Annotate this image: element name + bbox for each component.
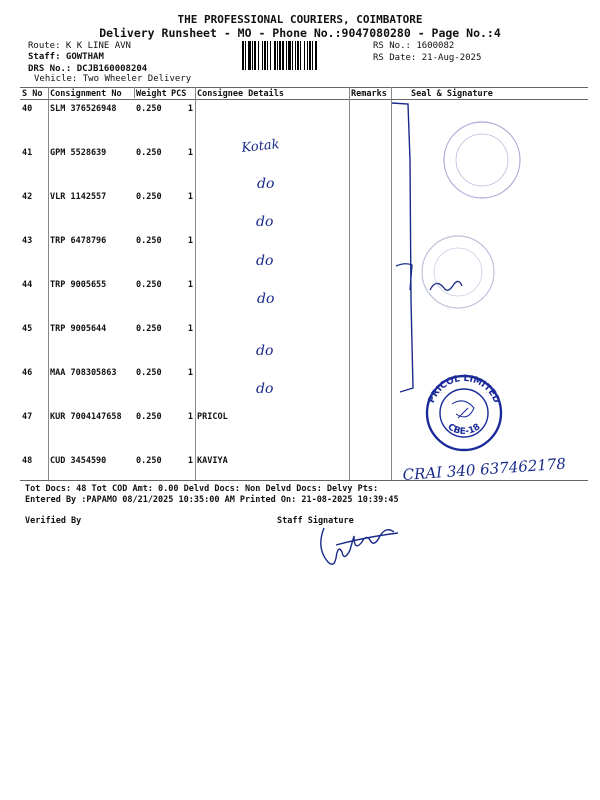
sno-cell: 45 [22, 324, 33, 334]
faded-stamp-ring [456, 134, 508, 186]
consignment-cell: TRP 9005655 [50, 280, 107, 290]
verified-by-label: Verified By [25, 516, 82, 526]
totals-line: Tot Docs: 48 Tot COD Amt: 0.00 Delvd Docs: Non Delvd Docs: Delvy Pts: [25, 484, 379, 494]
pcs-cell: 1 [187, 192, 193, 202]
pcs-cell: 1 [187, 236, 193, 246]
weight-cell: 0.250 [136, 192, 162, 202]
faded-stamp-ring [444, 122, 520, 198]
handwritten-note: CRAI 340 637462178 [402, 454, 567, 484]
col-seal: Seal & Signature [391, 88, 588, 100]
weight-cell: 0.250 [136, 236, 162, 246]
sno-cell: 46 [22, 368, 33, 378]
weight-cell: 0.250 [136, 456, 162, 466]
pcs-cell: 1 [187, 104, 193, 114]
col-weight: Weight [134, 88, 169, 100]
staff-label: Staff: GOWTHAM [28, 52, 104, 62]
consignee-cell: KAVIYA [197, 456, 228, 466]
sno-cell: 48 [22, 456, 33, 466]
scribble-mark [396, 264, 462, 291]
handwritten-ditto: do [256, 343, 274, 359]
drs-label: DRS No.: DCJB160008204 [28, 64, 148, 74]
col-consignment: Consignment No [48, 88, 134, 100]
sno-cell: 47 [22, 412, 33, 422]
faded-stamp-ring [422, 236, 494, 308]
faded-stamp-ring [434, 248, 482, 296]
runsheet-subtitle: Delivery Runsheet - MO - Phone No.:9047080280 - Page No.:4 [99, 26, 501, 40]
vehicle-label: Vehicle: Two Wheeler Delivery [34, 74, 192, 84]
sno-cell: 40 [22, 104, 33, 114]
consignment-cell: TRP 6478796 [50, 236, 107, 246]
sno-cell: 43 [22, 236, 33, 246]
pcs-cell: 1 [187, 368, 193, 378]
pcs-cell: 1 [187, 324, 193, 334]
weight-cell: 0.250 [136, 368, 162, 378]
staff-signature-mark [321, 528, 398, 564]
weight-cell: 0.250 [136, 412, 162, 422]
sno-cell: 44 [22, 280, 33, 290]
bracket-mark [392, 103, 413, 392]
consignment-cell: TRP 9005644 [50, 324, 107, 334]
route-label: Route: K K LINE AVN [28, 41, 131, 51]
weight-cell: 0.250 [136, 280, 162, 290]
col-pcs: PCS [169, 88, 195, 100]
col-consignee: Consignee Details [195, 88, 349, 100]
consignment-cell: SLM 376526948 [50, 104, 117, 114]
sno-cell: 41 [22, 148, 33, 158]
handwritten-ditto: do [256, 253, 274, 269]
handwritten-ditto: do [257, 176, 275, 192]
rs-date: RS Date: 21-Aug-2025 [373, 53, 482, 63]
pcs-cell: 1 [187, 456, 193, 466]
staff-signature-label: Staff Signature [277, 516, 354, 526]
consignment-cell: CUD 3454590 [50, 456, 107, 466]
consignment-cell: KUR 7004147658 [50, 412, 122, 422]
col-remarks: Remarks [349, 88, 391, 100]
pricol-stamp [427, 374, 501, 450]
entered-line: Entered By :PAPAMO 08/21/2025 10:35:00 AM Printed On: 21-08-2025 10:39:45 [25, 495, 399, 505]
svg-text:CBE-18 [446, 422, 483, 437]
weight-cell: 0.250 [136, 148, 162, 158]
consignment-cell: MAA 708305863 [50, 368, 117, 378]
pcs-cell: 1 [187, 412, 193, 422]
company-title: THE PROFESSIONAL COURIERS, COIMBATORE [177, 13, 423, 26]
rs-number: RS No.: 1600082 [373, 41, 455, 51]
weight-cell: 0.250 [136, 104, 162, 114]
handwritten-ditto: do [256, 214, 274, 230]
handwritten-kotak: Kotak [240, 137, 281, 156]
handwritten-ditto: do [257, 291, 275, 307]
stamp-text-top: PRICOL LIMITED [426, 373, 502, 405]
consignee-cell: PRICOL [197, 412, 228, 422]
pcs-cell: 1 [187, 280, 193, 290]
stamp-text-bottom: CBE-18 [445, 422, 483, 438]
consignment-cell: VLR 1142557 [50, 192, 107, 202]
sno-cell: 42 [22, 192, 33, 202]
pcs-cell: 1 [187, 148, 193, 158]
weight-cell: 0.250 [136, 324, 162, 334]
handwritten-ditto: do [256, 381, 274, 397]
consignment-cell: GPM 5528639 [50, 148, 107, 158]
col-sno: S No [20, 88, 48, 100]
